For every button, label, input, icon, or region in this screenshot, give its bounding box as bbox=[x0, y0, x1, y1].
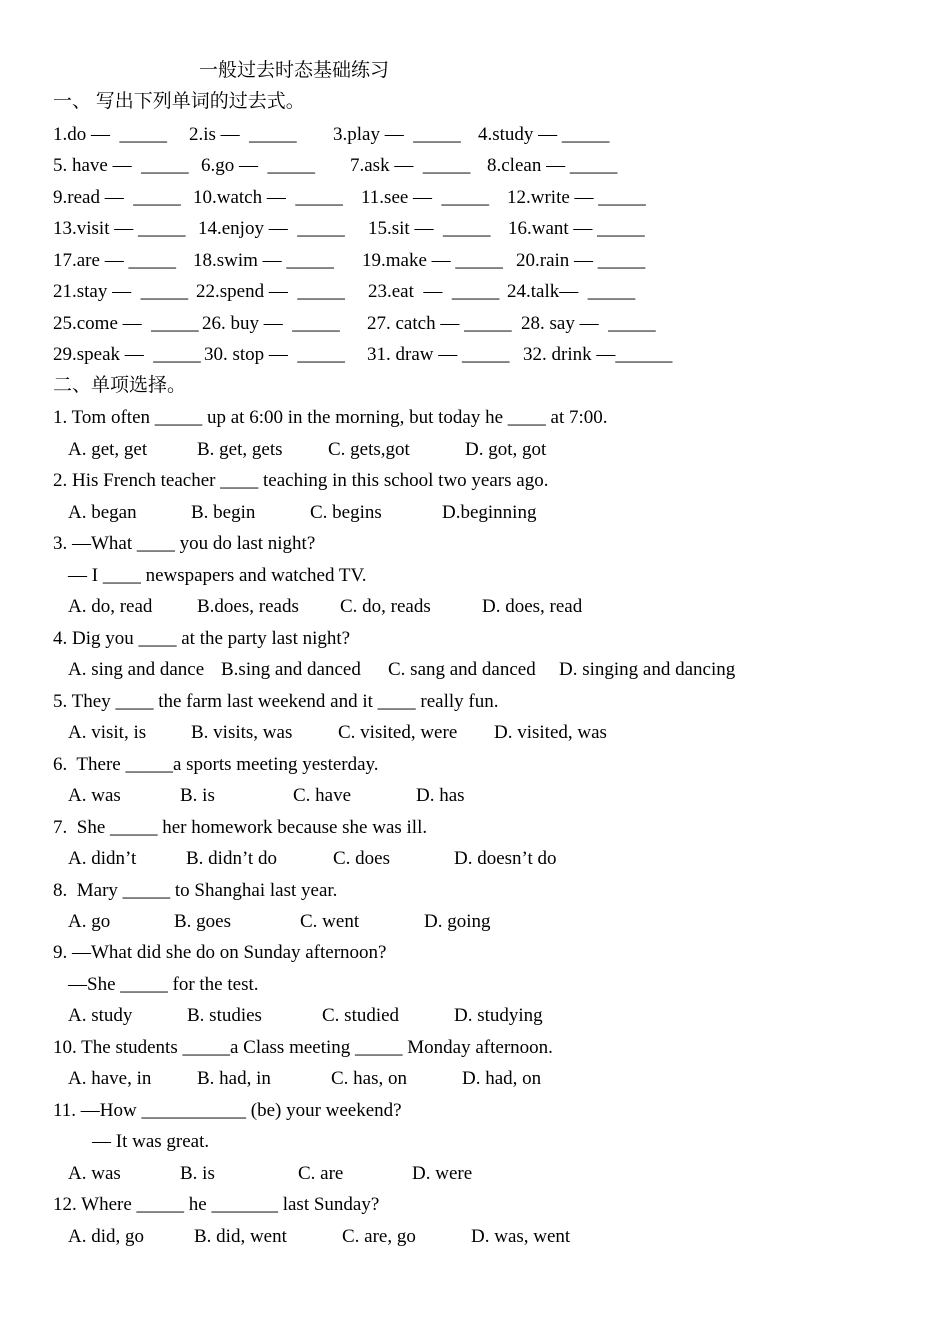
answer-option: A. was bbox=[68, 1163, 121, 1184]
answer-option: A. didn’t bbox=[68, 848, 137, 869]
answer-option: A. study bbox=[68, 1005, 133, 1026]
answer-option: D. had, on bbox=[462, 1068, 542, 1089]
answer-option: B. didn’t do bbox=[186, 848, 277, 869]
question-stem: 1. Tom often _____ up at 6:00 in the morning, but today he ____ at 7:00. bbox=[53, 407, 608, 428]
question-stem: 11. —How ___________ (be) your weekend? bbox=[53, 1100, 402, 1121]
answer-option: D. going bbox=[424, 911, 491, 932]
word-item: 13.visit — _____ bbox=[53, 218, 186, 239]
question-stem: — It was great. bbox=[92, 1131, 210, 1152]
question-stem: 6. There _____a sports meeting yesterday. bbox=[53, 754, 379, 775]
answer-option: D. has bbox=[416, 785, 465, 806]
question-stem: 8. Mary _____ to Shanghai last year. bbox=[53, 880, 338, 901]
word-item: 26. buy — _____ bbox=[202, 313, 340, 334]
answer-option: B. get, gets bbox=[197, 439, 283, 460]
answer-option: B. begin bbox=[191, 502, 256, 523]
word-item: 7.ask — _____ bbox=[350, 155, 471, 176]
answer-option: C. sang and danced bbox=[388, 659, 536, 680]
word-item: 28. say — _____ bbox=[521, 313, 656, 334]
word-item: 11.see — _____ bbox=[361, 187, 490, 208]
answer-option: C. visited, were bbox=[338, 722, 458, 743]
answer-option: B. goes bbox=[174, 911, 231, 932]
word-item: 21.stay — _____ bbox=[53, 281, 189, 302]
answer-option: B. is bbox=[180, 1163, 215, 1184]
answer-option: C. are, go bbox=[342, 1226, 416, 1247]
word-item: 29.speak — _____ bbox=[53, 344, 201, 365]
question-stem: 10. The students _____a Class meeting _____ Monday afternoon. bbox=[53, 1037, 553, 1058]
answer-option: A. do, read bbox=[68, 596, 153, 617]
section-1-heading: 一、 写出下列单词的过去式。 bbox=[53, 91, 305, 112]
answer-option: A. was bbox=[68, 785, 121, 806]
word-item: 20.rain — _____ bbox=[516, 250, 646, 271]
question-stem: 12. Where _____ he _______ last Sunday? bbox=[53, 1194, 380, 1215]
answer-option: A. did, go bbox=[68, 1226, 144, 1247]
answer-option: B.sing and danced bbox=[221, 659, 361, 680]
question-stem: — I ____ newspapers and watched TV. bbox=[68, 565, 367, 586]
word-item: 12.write — _____ bbox=[507, 187, 646, 208]
word-item: 6.go — _____ bbox=[201, 155, 315, 176]
answer-option: A. visit, is bbox=[68, 722, 147, 743]
answer-option: D. studying bbox=[454, 1005, 543, 1026]
word-item: 15.sit — _____ bbox=[368, 218, 491, 239]
answer-option: B. visits, was bbox=[191, 722, 293, 743]
answer-option: C. have bbox=[293, 785, 352, 806]
answer-option: C. are bbox=[298, 1163, 344, 1184]
word-item: 30. stop — _____ bbox=[204, 344, 345, 365]
answer-option: B. did, went bbox=[194, 1226, 287, 1247]
answer-option: C. went bbox=[300, 911, 360, 932]
answer-option: A. get, get bbox=[68, 439, 148, 460]
answer-option: B. studies bbox=[187, 1005, 262, 1026]
word-item: 24.talk— _____ bbox=[507, 281, 636, 302]
word-item: 1.do — _____ bbox=[53, 124, 167, 145]
word-item: 18.swim — _____ bbox=[193, 250, 334, 271]
answer-option: C. studied bbox=[322, 1005, 400, 1026]
word-item: 9.read — _____ bbox=[53, 187, 181, 208]
answer-option: B. is bbox=[180, 785, 215, 806]
answer-option: D. doesn’t do bbox=[454, 848, 557, 869]
word-item: 5. have — _____ bbox=[53, 155, 189, 176]
word-item: 2.is — _____ bbox=[189, 124, 297, 145]
answer-option: C. does bbox=[333, 848, 390, 869]
word-item: 14.enjoy — _____ bbox=[198, 218, 345, 239]
answer-option: C. begins bbox=[310, 502, 382, 523]
word-item: 4.study — _____ bbox=[478, 124, 610, 145]
word-item: 25.come — _____ bbox=[53, 313, 199, 334]
answer-option: D. got, got bbox=[465, 439, 547, 460]
question-stem: 5. They ____ the farm last weekend and it ____ really fun. bbox=[53, 691, 499, 712]
word-item: 22.spend — _____ bbox=[196, 281, 345, 302]
answer-option: B.does, reads bbox=[197, 596, 299, 617]
answer-option: D. visited, was bbox=[494, 722, 607, 743]
worksheet-title: 一般过去时态基础练习 bbox=[199, 60, 390, 81]
question-stem: —She _____ for the test. bbox=[68, 974, 259, 995]
question-stem: 7. She _____ her homework because she was ill. bbox=[53, 817, 428, 838]
word-item: 27. catch — _____ bbox=[367, 313, 512, 334]
answer-option: C. gets,got bbox=[328, 439, 410, 460]
answer-option: B. had, in bbox=[197, 1068, 271, 1089]
question-stem: 4. Dig you ____ at the party last night? bbox=[53, 628, 351, 649]
word-item: 17.are — _____ bbox=[53, 250, 176, 271]
answer-option: D.beginning bbox=[442, 502, 537, 523]
word-item: 19.make — _____ bbox=[362, 250, 503, 271]
question-stem: 3. —What ____ you do last night? bbox=[53, 533, 316, 554]
answer-option: D. singing and dancing bbox=[559, 659, 736, 680]
word-item: 16.want — _____ bbox=[508, 218, 645, 239]
answer-option: A. go bbox=[68, 911, 111, 932]
word-item: 10.watch — _____ bbox=[193, 187, 343, 208]
answer-option: A. sing and dance bbox=[68, 659, 205, 680]
answer-option: D. does, read bbox=[482, 596, 583, 617]
answer-option: A. began bbox=[68, 502, 137, 523]
answer-option: D. were bbox=[412, 1163, 473, 1184]
answer-option: D. was, went bbox=[471, 1226, 571, 1247]
word-item: 3.play — _____ bbox=[333, 124, 461, 145]
word-item: 32. drink —______ bbox=[523, 344, 673, 365]
section-2-heading: 二、单项选择。 bbox=[53, 375, 187, 396]
word-item: 8.clean — _____ bbox=[487, 155, 618, 176]
answer-option: C. do, reads bbox=[340, 596, 431, 617]
question-stem: 9. —What did she do on Sunday afternoon? bbox=[53, 942, 387, 963]
word-item: 31. draw — _____ bbox=[367, 344, 510, 365]
answer-option: A. have, in bbox=[68, 1068, 152, 1089]
word-item: 23.eat — _____ bbox=[368, 281, 500, 302]
question-stem: 2. His French teacher ____ teaching in this school two years ago. bbox=[53, 470, 549, 491]
answer-option: C. has, on bbox=[331, 1068, 407, 1089]
